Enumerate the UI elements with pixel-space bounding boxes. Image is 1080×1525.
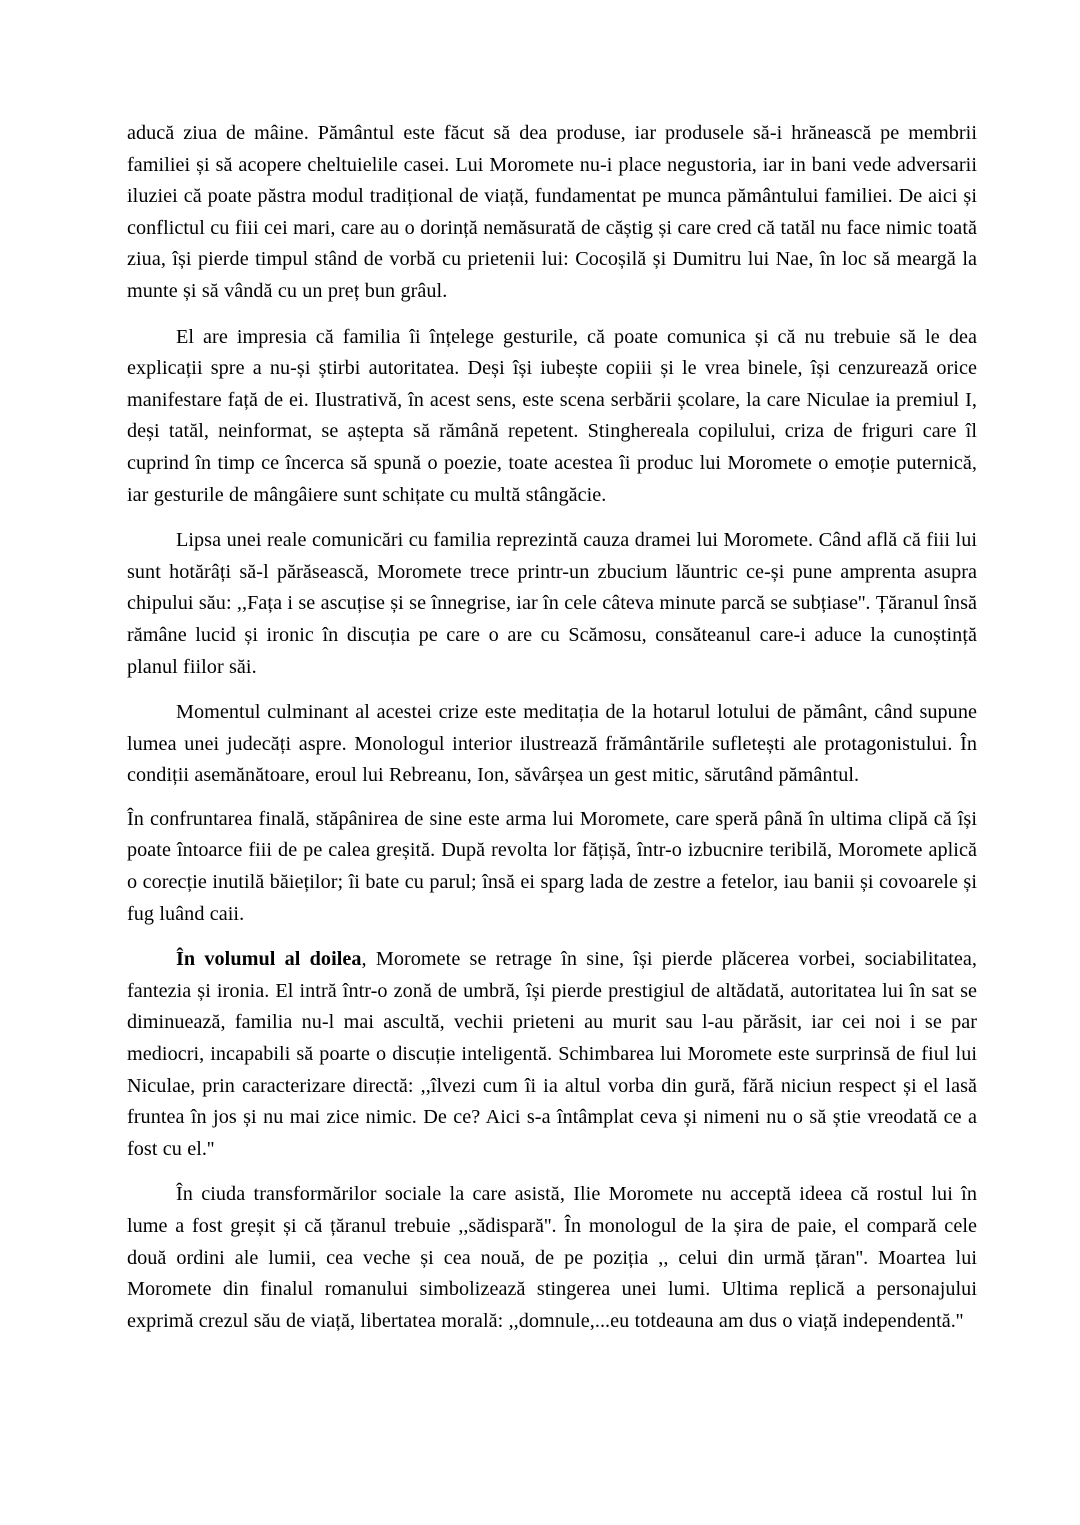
paragraph-spacer bbox=[127, 683, 977, 697]
paragraph-6 bbox=[127, 944, 977, 1165]
paragraph-5: În confruntarea finală, stăpânirea de sine este arma lui Moromete, care speră până în ultima clipă că își poate întoarce fiii de pe calea greșită. După revolta lor fățișă, într-o izbucnire teribilă, Moromete aplică o corecție inutilă băieților; îi bate cu parul; însă ei sparg lada de zestre a fetelor, iau banii și covoarele și fug luând caii. bbox=[127, 807, 977, 925]
paragraph-spacer bbox=[127, 792, 977, 804]
paragraph-spacer bbox=[127, 511, 977, 525]
paragraph-spacer bbox=[127, 308, 977, 322]
paragraph-3: Lipsa unei reale comunicări cu familia reprezintă cauza dramei lui Moromete. Când află că fiii lui sunt hotărâți să-l părăsească, Moromete trece printr-un zbucium lăuntric ce-și pune amprenta asupra chipului său: ,,Fața i se ascuțise și se înnegrise, iar în cele câteva minute parcă se subțiase''. Țăranul însă rămâne lucid și ironic în discuția pe care o are cu Scămosu, consăteanul care-i aduce la cunoștință planul fiilor săi. bbox=[127, 529, 977, 678]
document-text-body bbox=[127, 118, 977, 1337]
paragraph-6-bold-lead: În volumul al doilea bbox=[176, 948, 362, 971]
paragraph-6-text: , Moromete se retrage în sine, își pierde plăcerea vorbei, sociabilitatea, fantezia și ironia. El intră într-o zonă de umbră, își pierde prestigiul de altădată, autoritatea lui în sat se diminuează, familia nu-l mai ascultă, vechii prieteni au murit sau l-au părăsit, iar cei noi i se par mediocri, incapabili să poarte o discuție inteligentă. Schimbarea lui Moromete este surprinsă de fiul lui Niculae, prin caracterizare directă: ,,îlvezi cum îi ia altul vorba din gură, fără niciun respect și el lasă fruntea în jos și nu mai zice nimic. De ce? Aici s-a întâmplat ceva și nimeni nu o să știe vreodată ce a fost cu el.'' bbox=[127, 948, 978, 1160]
paragraph-spacer bbox=[127, 1165, 977, 1179]
paragraph-7: În ciuda transformărilor sociale la care asistă, Ilie Moromete nu acceptă ideea că rostul lui în lume a fost greșit și că țăranul trebuie ,,sădispară''. În monologul de la șira de paie, el compară cele două ordini ale lumii, cea veche și cea nouă, de pe poziția ,, celui din urmă țăran''. Moartea lui Moromete din finalul romanului simbolizează stingerea unei lumi. Ultima replică a personajului exprimă crezul său de viață, libertatea morală: ,,domnule,...eu totdeauna am dus o viață independentă.'' bbox=[127, 1183, 977, 1332]
paragraph-spacer bbox=[127, 930, 977, 944]
paragraph-1: aducă ziua de mâine. Pământul este făcut să dea produse, iar produsele să-i hrănească pe membrii familiei și să acopere cheltuielile casei. Lui Moromete nu-i place negustoria, iar in bani vede adversarii iluziei că poate păstra modul tradițional de viață, fundamentat pe munca pământului familiei. De aici și conflictul cu fiii cei mari, care au o dorință nemăsurată de căștig și care cred că tatăl nu face nimic toată ziua, își pierde timpul stând de vorbă cu prietenii lui: Cocoșilă și Dumitru lui Nae, în loc să meargă la munte și să vândă cu un preț bun grâul. bbox=[127, 122, 977, 302]
paragraph-2: El are impresia că familia îi înțelege gesturile, că poate comunica și că nu trebuie să le dea explicații spre a nu-și știrbi autoritatea. Deși își iubește copiii și le vrea binele, își cenzurează orice manifestare față de ei. Ilustrativă, în acest sens, este scena serbării școlare, la care Niculae ia premiul I, deși tatăl, neinformat, se aștepta să rămână repetent. Stinghereala copilului, criza de friguri care îl cuprind în timp ce încerca să spună o poezie, toate acestea îi produc lui Moromete o emoție puternică, iar gesturile de mângâiere sunt schițate cu multă stângăcie. bbox=[127, 325, 977, 506]
paragraph-4: Momentul culminant al acestei crize este meditația de la hotarul lotului de pământ, când supune lumea unei judecăți aspre. Monologul interior ilustrează frământările sufletești ale protagonistului. În condiții asemănătoare, eroul lui Rebreanu, Ion, săvârșea un gest mitic, sărutând pământul. bbox=[127, 701, 977, 787]
